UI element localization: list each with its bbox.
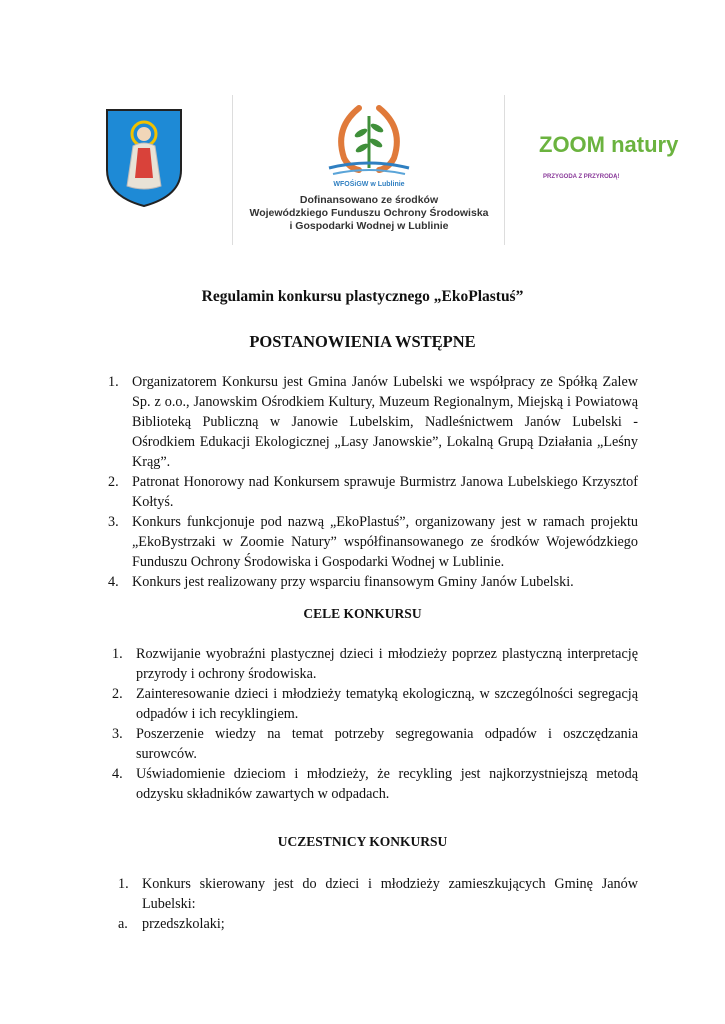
section-heading-goals: CELE KONKURSU bbox=[303, 606, 422, 621]
goals-list bbox=[112, 644, 638, 804]
funding-text bbox=[238, 194, 500, 233]
list-item-text: Konkurs skierowany jest do dzieci i młodzieży zamieszkujących Gminę Janów Lubelski: bbox=[142, 876, 638, 912]
list-item bbox=[112, 724, 638, 764]
header-divider-left bbox=[232, 95, 233, 245]
list-item-text: Uświadomienie dzieciom i młodzieży, że recykling jest najkorzystniejszą metodą odzysku składników zawartych w odpadach. bbox=[136, 766, 638, 802]
list-item bbox=[108, 512, 638, 572]
list-item-text: Konkurs funkcjonuje pod nazwą „EkoPlastuś”, organizowany jest w ramach projektu „EkoBystrzaki w Zoomie Natury” współfinansowanego ze środków Wojewódzkiego Funduszu Ochrony Środowiska i Gospodarki Wodnej w Lublinie. bbox=[132, 514, 638, 570]
list-item bbox=[118, 874, 638, 914]
list-item bbox=[112, 764, 638, 804]
preliminary-list bbox=[108, 372, 638, 592]
list-item bbox=[118, 914, 638, 934]
list-item-number: 3. bbox=[112, 726, 123, 742]
wfosigw-logo bbox=[319, 98, 419, 188]
zoom-tagline: PRZYGODA Z PRZYRODĄ! bbox=[543, 174, 620, 180]
zoom-natury-logo bbox=[535, 128, 679, 188]
funding-line-2: Wojewódzkiego Funduszu Ochrony Środowiska bbox=[249, 207, 489, 219]
list-item-text: Zainteresowanie dzieci i młodzieży tematyką ekologiczną, w szczególności segregacją odpadów i ich recyklingiem. bbox=[136, 686, 638, 722]
list-item bbox=[108, 472, 638, 512]
header-divider-right bbox=[504, 95, 505, 245]
list-item-number: 4. bbox=[112, 766, 123, 782]
list-item bbox=[112, 644, 638, 684]
wfosigw-logo-block bbox=[238, 98, 500, 248]
list-item-number: 2. bbox=[112, 686, 123, 702]
wfosigw-logo-text: WFOŚiGW w Lublinie bbox=[333, 181, 405, 188]
list-item bbox=[108, 372, 638, 472]
list-item bbox=[108, 572, 638, 592]
coat-of-arms-logo bbox=[105, 108, 183, 208]
list-item-number: a. bbox=[118, 916, 128, 932]
section-heading-preliminary: POSTANOWIENIA WSTĘPNE bbox=[249, 332, 476, 351]
list-item-number: 3. bbox=[108, 514, 119, 530]
list-item-text: Patronat Honorowy nad Konkursem sprawuje Burmistrz Janowa Lubelskiego Krzysztof Kołtyś. bbox=[132, 474, 638, 510]
list-item-text: Rozwijanie wyobraźni plastycznej dzieci i młodzieży poprzez plastyczną interpretację przyrody i ochrony środowiska. bbox=[136, 646, 638, 682]
list-item-text: Poszerzenie wiedzy na temat potrzeby segregowania odpadów i oszczędzania surowców. bbox=[136, 726, 638, 762]
list-item-text: Konkurs jest realizowany przy wsparciu finansowym Gminy Janów Lubelski. bbox=[132, 574, 574, 590]
list-item-number: 2. bbox=[108, 474, 119, 490]
list-item bbox=[112, 684, 638, 724]
list-item-number: 1. bbox=[108, 374, 119, 390]
list-item-number: 4. bbox=[108, 574, 119, 590]
page-header bbox=[0, 90, 725, 250]
document-title: Regulamin konkursu plastycznego „EkoPlastuś” bbox=[201, 288, 524, 305]
list-item-text: Organizatorem Konkursu jest Gmina Janów Lubelski we współpracy ze Spółką Zalew Sp. z o.o., Janowskim Ośrodkiem Kultury, Muzeum Regionalnym, Miejską i Powiatową Biblioteką Publiczną w Janowie Lubelskim, Nadleśnictwem Janów Lubelski - Ośrodkiem Edukacji Ekologicznej „Lasy Janowskie”, Lokalną Grupą Działania „Leśny Krąg”. bbox=[132, 374, 638, 470]
list-item-number: 1. bbox=[112, 646, 123, 662]
participants-list bbox=[118, 874, 638, 934]
funding-line-1: Dofinansowano ze środków bbox=[299, 194, 439, 206]
list-item-number: 1. bbox=[118, 876, 129, 892]
section-heading-participants: UCZESTNICY KONKURSU bbox=[277, 834, 448, 849]
zoom-logo-text: ZOOM natury bbox=[539, 132, 679, 157]
list-item-text: przedszkolaki; bbox=[142, 916, 225, 932]
funding-line-3: i Gospodarki Wodnej w Lublinie bbox=[289, 220, 449, 232]
